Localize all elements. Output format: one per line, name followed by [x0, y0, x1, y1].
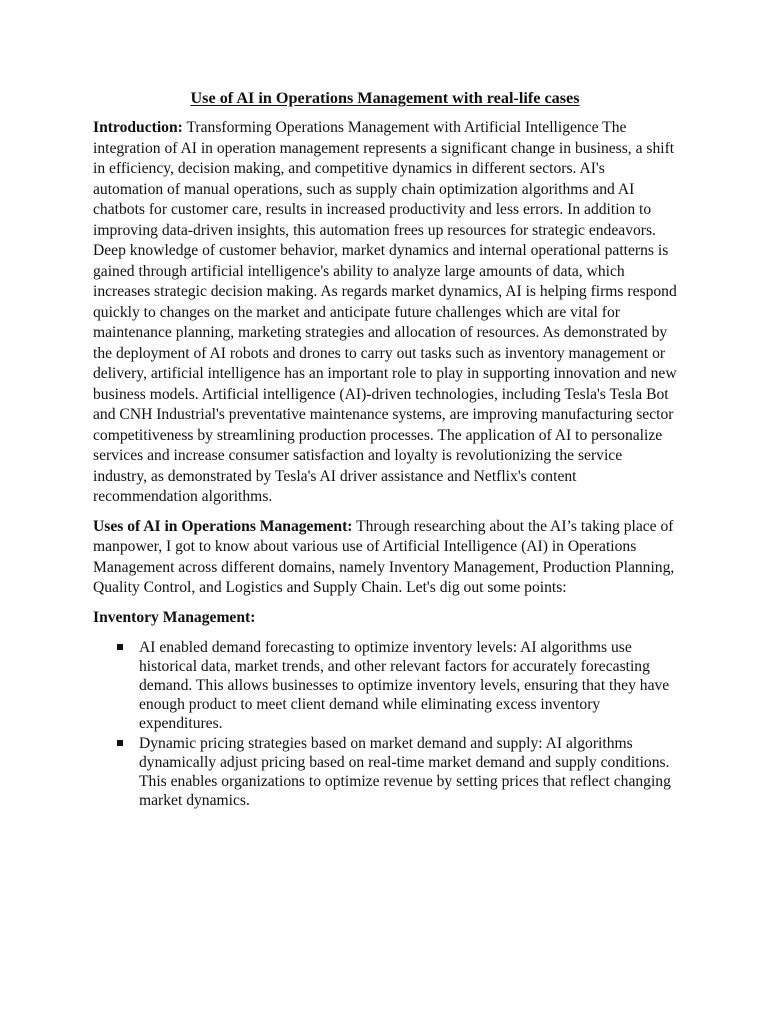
inventory-management-heading: Inventory Management: [93, 608, 256, 626]
list-item [139, 734, 677, 810]
square-bullet-icon [117, 644, 123, 650]
introduction-text: Transforming Operations Management with Artificial Intelligence The integration of AI in operation management represents a significant change in business, a shift in efficiency, decision making, and competitive dynamics in different sectors. AI's automation of manual operations, such as supply chain optimization algorithms and AI chatbots for customer care, results in increased productivity and less errors. In addition to improving data-driven insights, this automation frees up resources for strategic endeavors. Deep knowledge of customer behavior, market dynamics and internal operational patterns is gained through artificial intelligence's ability to analyze large amounts of data, which increases strategic decision making. As regards market dynamics, AI is helping firms respond quickly to changes on the market and anticipate future challenges which are vital for maintenance planning, marketing strategies and allocation of resources. As demonstrated by the deployment of AI robots and drones to carry out tasks such as inventory management or delivery, artificial intelligence has an important role to play in supporting innovation and new business models. Artificial intelligence (AI)-driven technologies, including Tesla's Tesla Bot and CNH Industrial's preventative maintenance systems, are improving manufacturing sector competitiveness by streamlining production processes. The application of AI to personalize services and increase consumer satisfaction and loyalty is revolutionizing the service industry, as demonstrated by Tesla's AI driver assistance and Netflix's content recommendation algorithms. [93, 119, 677, 505]
list-item-text: Dynamic pricing strategies based on market demand and supply: AI algorithms dynamically adjust pricing based on real-time market demand and supply conditions. This enables organizations to optimize revenue by setting prices that reflect changing market dynamics. [139, 735, 671, 809]
uses-paragraph [93, 517, 677, 599]
inventory-bullet-list [93, 638, 677, 810]
uses-text: Through researching about the AI’s taking place of manpower, I got to know about various use of Artificial Intelligence (AI) in Operations Management across different domains, namely Inventory Management, Production Planning, Quality Control, and Logistics and Supply Chain. Let's dig out some points: [93, 517, 675, 596]
document-title: Use of AI in Operations Management with real-life cases [190, 89, 580, 107]
uses-label: Uses of AI in Operations Management: [93, 517, 353, 535]
square-bullet-icon [117, 740, 123, 746]
introduction-label: Introduction: [93, 119, 183, 136]
list-item-text: AI enabled demand forecasting to optimize inventory levels: AI algorithms use historical data, market trends, and other relevant factors for accurately forecasting demand. This allows businesses to optimize inventory levels, ensuring that they have enough product to meet client demand while eliminating excess inventory expenditures. [139, 639, 670, 732]
document-page [93, 88, 677, 811]
introduction-paragraph [93, 118, 677, 508]
list-item [139, 638, 677, 733]
